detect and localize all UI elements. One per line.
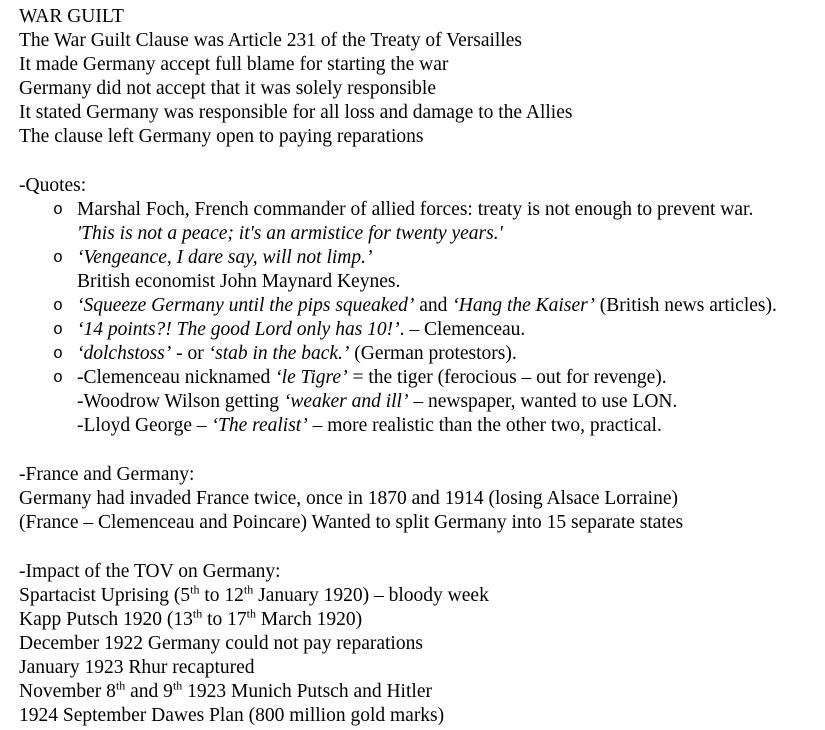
superscript-run: th	[192, 606, 203, 621]
text-line	[19, 77, 823, 101]
text-run: November 8	[19, 681, 116, 702]
paragraph	[19, 560, 823, 728]
text-run: Germany had invaded France twice, once in 1870 and 1914 (losing Alsace Lorraine)	[19, 488, 678, 509]
text-line	[19, 342, 823, 366]
superscript-run: th	[246, 606, 256, 621]
text-run: ‘dolchstoss’	[77, 343, 172, 364]
text-run: and 9	[125, 681, 173, 702]
text-line	[19, 246, 823, 270]
bullet-list	[19, 198, 823, 438]
text-line	[19, 318, 823, 342]
text-run: -Clemenceau nicknamed	[77, 367, 276, 388]
text-line	[19, 366, 823, 390]
text-run: British economist John Maynard Keynes.	[77, 271, 401, 292]
text-run: = the tiger (ferocious – out for revenge).	[347, 367, 667, 388]
text-run: -Quotes:	[19, 175, 87, 196]
text-run: It stated Germany was responsible for all loss and damage to the Allies	[19, 102, 573, 123]
text-line	[19, 390, 823, 414]
text-run: The clause left Germany open to paying reparations	[19, 126, 424, 147]
text-line	[19, 53, 823, 77]
text-run: ‘Vengeance, I dare say, will not limp.’	[77, 247, 373, 268]
bullet-marker: o	[53, 320, 63, 339]
bullet-item	[19, 318, 823, 342]
paragraph	[19, 174, 823, 198]
text-line	[19, 560, 823, 584]
text-line	[19, 584, 823, 608]
superscript-run: th	[190, 582, 200, 597]
text-run: ‘weaker and ill’	[283, 391, 409, 412]
text-line	[19, 463, 823, 487]
text-run: The War Guilt Clause was Article 231 of the Treaty of Versailles	[19, 30, 522, 51]
text-run: ‘le Tigre’	[275, 367, 348, 388]
text-run: to 12	[199, 585, 244, 606]
text-line	[19, 101, 823, 125]
text-line	[19, 414, 823, 438]
text-run: to 17	[202, 609, 247, 630]
text-line	[19, 511, 823, 535]
superscript-run: th	[243, 582, 254, 597]
text-run: 1924 September Dawes Plan (800 million gold marks)	[19, 705, 445, 726]
text-line	[19, 5, 823, 29]
bullet-item	[19, 246, 823, 294]
text-run: 1923 Munich Putsch and Hitler	[182, 681, 432, 702]
text-line	[19, 270, 823, 294]
bullet-item	[19, 198, 823, 246]
text-line	[19, 680, 823, 704]
text-run: and	[414, 295, 453, 316]
bullet-item	[19, 294, 823, 318]
text-run: January 1923 Rhur recaptured	[19, 657, 255, 678]
text-line	[19, 222, 823, 246]
text-run: ‘Squeeze Germany until the pips squeaked’	[77, 295, 415, 316]
text-run: (France – Clemenceau and Poincare) Wanted to split Germany into 15 separate states	[19, 512, 684, 533]
text-run: ‘stab in the back.’	[208, 343, 350, 364]
text-run: . – Clemenceau.	[399, 319, 526, 340]
bullet-marker: o	[53, 200, 63, 219]
text-run: -Impact of the TOV on Germany:	[19, 561, 281, 582]
text-run: January 1920) – bloody week	[253, 585, 489, 606]
text-run: December 1922 Germany could not pay reparations	[19, 633, 423, 654]
text-run: Marshal Foch, French commander of allied forces: treaty is not enough to prevent war.	[77, 199, 754, 220]
text-run: 'This is not a peace; it's an armistice for twenty years.'	[77, 223, 503, 244]
blank-line	[19, 535, 823, 560]
text-run: (German protestors).	[349, 343, 517, 364]
superscript-run: th	[172, 678, 183, 693]
blank-line	[19, 438, 823, 463]
text-line	[19, 608, 823, 632]
text-line	[19, 632, 823, 656]
text-run: Germany did not accept that it was solely responsible	[19, 78, 436, 99]
bullet-marker: o	[53, 344, 63, 363]
bullet-marker: o	[53, 248, 63, 267]
text-line	[19, 656, 823, 680]
text-run: ‘Hang the Kaiser’	[452, 295, 595, 316]
text-run: – more realistic than the other two, practical.	[307, 415, 662, 436]
text-run: -France and Germany:	[19, 464, 195, 485]
text-run: – newspaper, wanted to use LON.	[408, 391, 678, 412]
text-run: It made Germany accept full blame for starting the war	[19, 54, 449, 75]
text-line	[19, 198, 823, 222]
text-line	[19, 174, 823, 198]
text-run: ‘14 points?! The good Lord only has 10!’	[77, 319, 400, 340]
text-run: - or	[171, 343, 209, 364]
text-run: ‘The realist’	[211, 415, 308, 436]
text-run: (British news articles).	[594, 295, 777, 316]
text-run: WAR GUILT	[19, 6, 124, 27]
paragraph	[19, 463, 823, 535]
bullet-item	[19, 366, 823, 438]
text-run: -Woodrow Wilson getting	[77, 391, 284, 412]
text-line	[19, 29, 823, 53]
text-line	[19, 487, 823, 511]
text-line	[19, 704, 823, 728]
superscript-run: th	[115, 678, 126, 693]
text-run: March 1920)	[255, 609, 363, 630]
text-line	[19, 294, 823, 318]
text-run: -Lloyd George –	[77, 415, 212, 436]
blank-line	[19, 149, 823, 174]
bullet-item	[19, 342, 823, 366]
text-run: Kapp Putsch 1920 (13	[19, 609, 193, 630]
bullet-marker: o	[53, 368, 63, 387]
bullet-marker: o	[53, 296, 63, 315]
paragraph	[19, 5, 823, 149]
text-line	[19, 125, 823, 149]
text-run: Spartacist Uprising (5	[19, 585, 191, 606]
